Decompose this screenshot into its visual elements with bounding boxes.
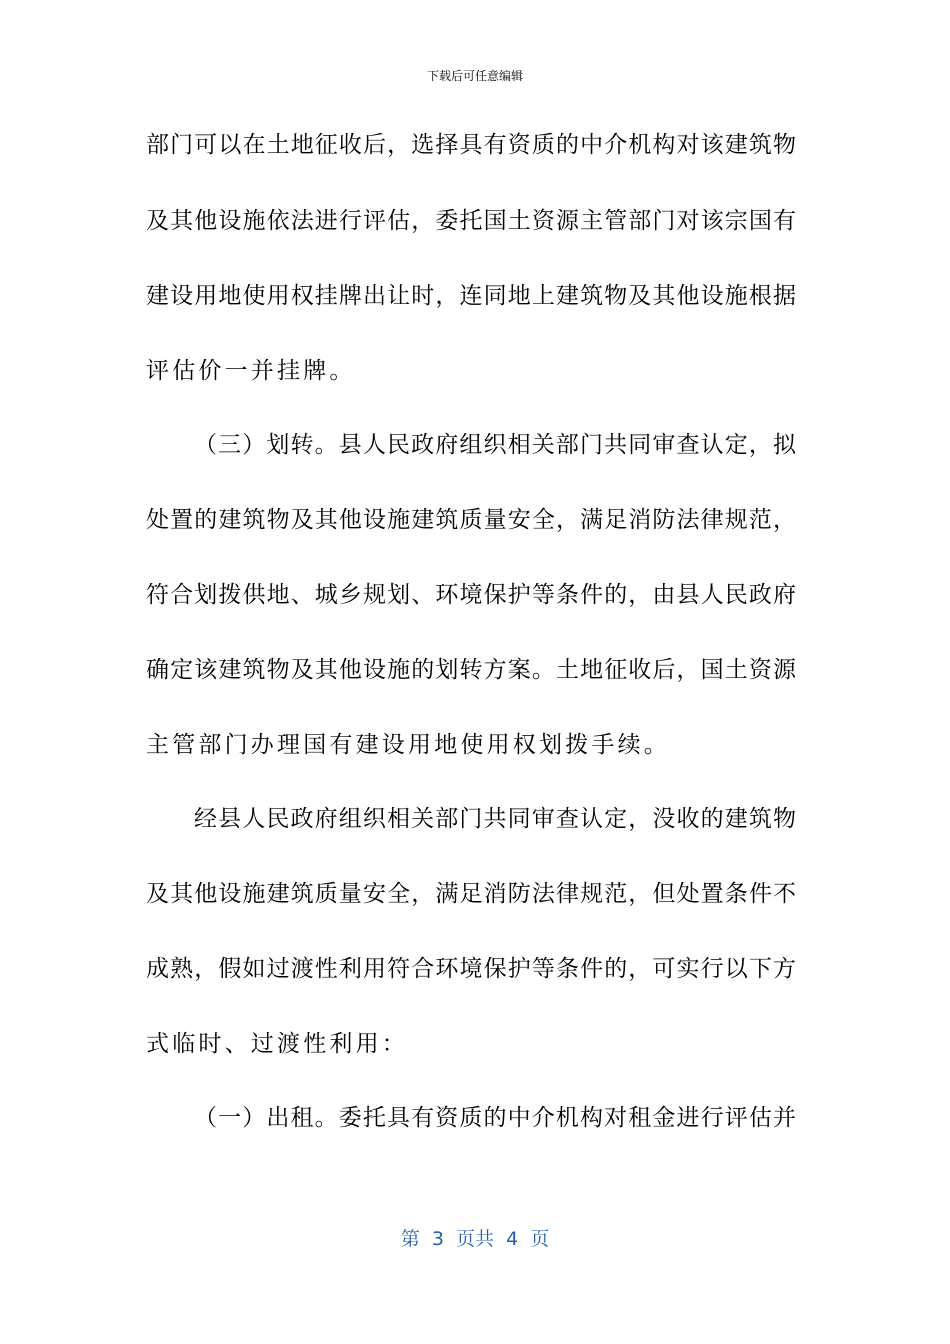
text-line: 建设用地使用权挂牌出让时，连同地上建筑物及其他设施根据 [146,283,796,309]
text-line: 确定该建筑物及其他设施的划转方案。土地征收后，国土资源 [146,657,796,683]
text-line: 及其他设施依法进行评估，委托国土资源主管部门对该宗国有 [146,208,796,234]
text-line: 部门可以在土地征收后，选择具有资质的中介机构对该建筑物 [146,132,796,158]
text-line: 及其他设施建筑质量安全，满足消防法律规范，但处置条件不 [146,881,796,907]
text-line: 评估价一并挂牌。 [146,358,356,384]
text-line: 处置的建筑物及其他设施建筑质量安全，满足消防法律规范， [146,507,796,533]
page-header-note: 下载后可任意编辑 [426,69,523,83]
text-line: （一）出租。委托具有资质的中介机构对租金进行评估并 [194,1105,796,1131]
text-line: 式临时、过渡性利用： [146,1031,408,1057]
text-line: 符合划拨供地、城乡规划、环境保护等条件的，由县人民政府 [146,582,796,608]
text-line: 主管部门办理国有建设用地使用权划拨手续。 [146,732,670,758]
text-line: （三）划转。县人民政府组织相关部门共同审查认定，拟 [194,432,796,458]
text-line: 经县人民政府组织相关部门共同审查认定，没收的建筑物 [194,806,796,832]
page-number-footer: 第 3 页共 4 页 [400,1228,550,1250]
text-line: 成熟，假如过渡性利用符合环境保护等条件的，可实行以下方 [146,956,796,982]
